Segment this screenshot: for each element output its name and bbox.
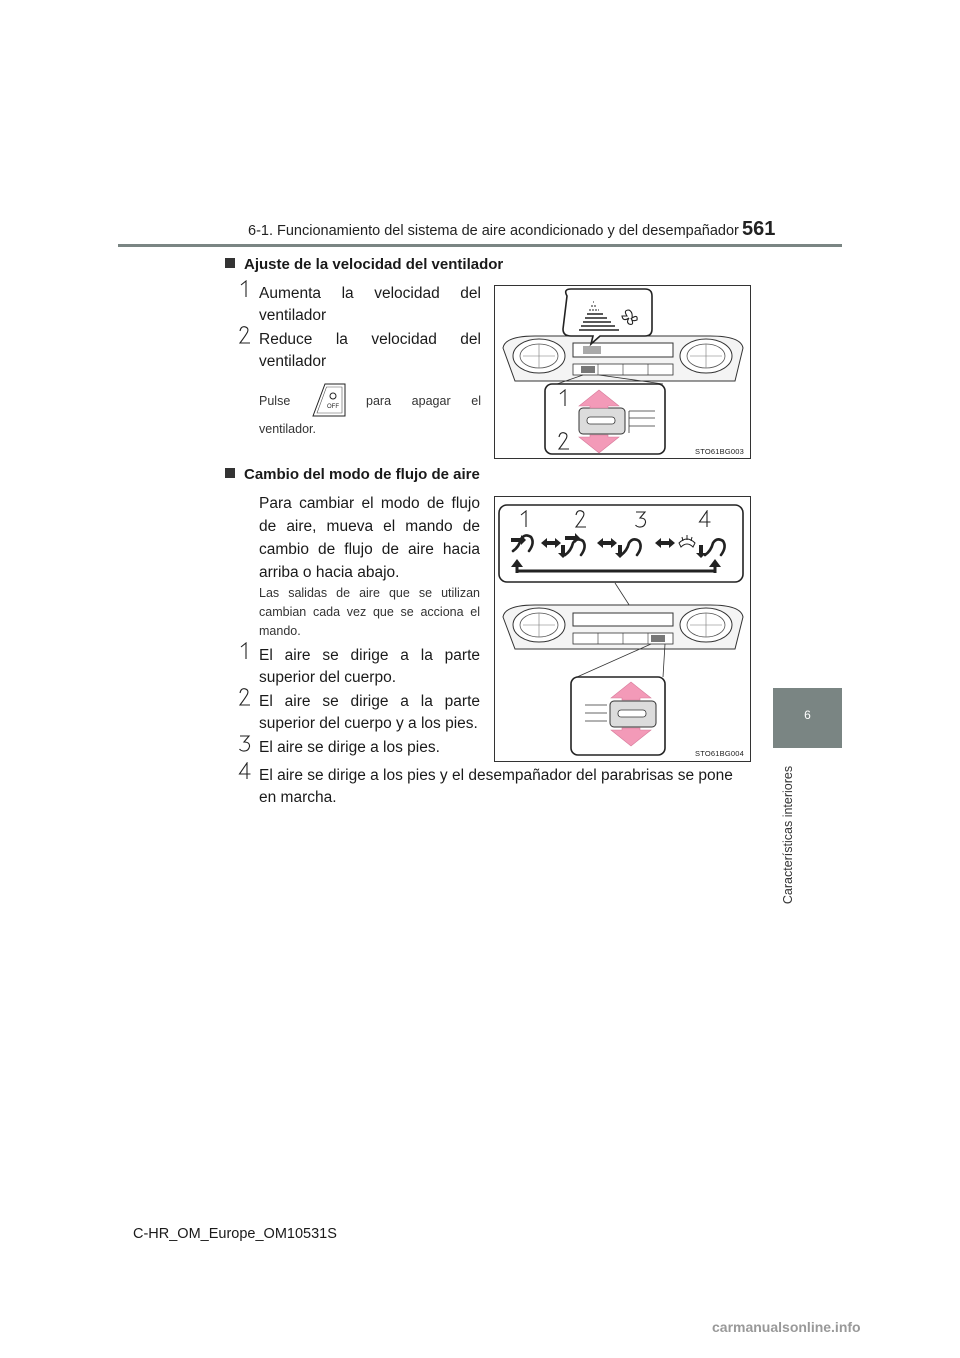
airflow-item-2: El aire se dirige a la parte superior del cuerpo y a los pies.: [259, 693, 480, 732]
airflow-mode-figure: [494, 496, 751, 762]
watermark-logo: carmanualsonline.info: [712, 1319, 861, 1335]
airflow-item-1: El aire se dirige a la parte superior del cuerpo.: [259, 647, 480, 686]
chapter-title: Características interiores: [781, 765, 795, 905]
airflow-item-3: El aire se dirige a los pies.: [259, 739, 440, 756]
header-rule: [118, 244, 842, 247]
number-3-icon: [238, 734, 252, 752]
bullet-square-icon: [225, 258, 235, 268]
page-number: 561: [742, 218, 776, 240]
fan-item-2: Reduce la velocidad del ventilador: [259, 331, 481, 370]
bullet-square-icon: [225, 468, 235, 478]
fan-speed-figure: [494, 285, 751, 459]
document-id: C-HR_OM_Europe_OM10531S: [133, 1226, 337, 1242]
number-1-icon: [238, 642, 252, 660]
fan-item-1: Aumenta la velocidad del ventilador: [259, 285, 481, 324]
chapter-number: 6: [804, 708, 811, 722]
number-2-icon: [238, 688, 252, 706]
airflow-mode-illustration: [495, 497, 750, 761]
fan-note-end: ventilador.: [259, 422, 316, 436]
figure-code: STO61BG003: [695, 447, 744, 456]
fan-note-start: Pulse: [259, 394, 291, 408]
section-airflow-title: Cambio del modo de flujo de aire: [225, 466, 480, 483]
svg-text:OFF: OFF: [327, 404, 339, 410]
number-4-icon: [238, 762, 252, 780]
fan-note-mid: para apagar el: [366, 394, 481, 408]
section-header: 6-1. Funcionamiento del sistema de aire acondicionado y del desempañador: [248, 223, 739, 239]
number-1-icon: [238, 280, 252, 298]
fan-speed-illustration: [495, 286, 750, 458]
airflow-item-4: El aire se dirige a los pies y el desempañador del parabrisas se pone en marcha.: [259, 767, 733, 806]
airflow-intro: Para cambiar el modo de flujo de aire, mueva el mando de cambio de flujo de aire hacia arriba o hacia abajo.: [259, 495, 480, 581]
section-fan-speed-title: Ajuste de la velocidad del ventilador: [225, 256, 503, 273]
fan-off-button-icon: [311, 382, 347, 418]
figure-code: STO61BG004: [695, 749, 744, 758]
airflow-note: Las salidas de aire que se utilizan cambian cada vez que se acciona el mando.: [259, 586, 480, 638]
number-2-icon: [238, 326, 252, 344]
